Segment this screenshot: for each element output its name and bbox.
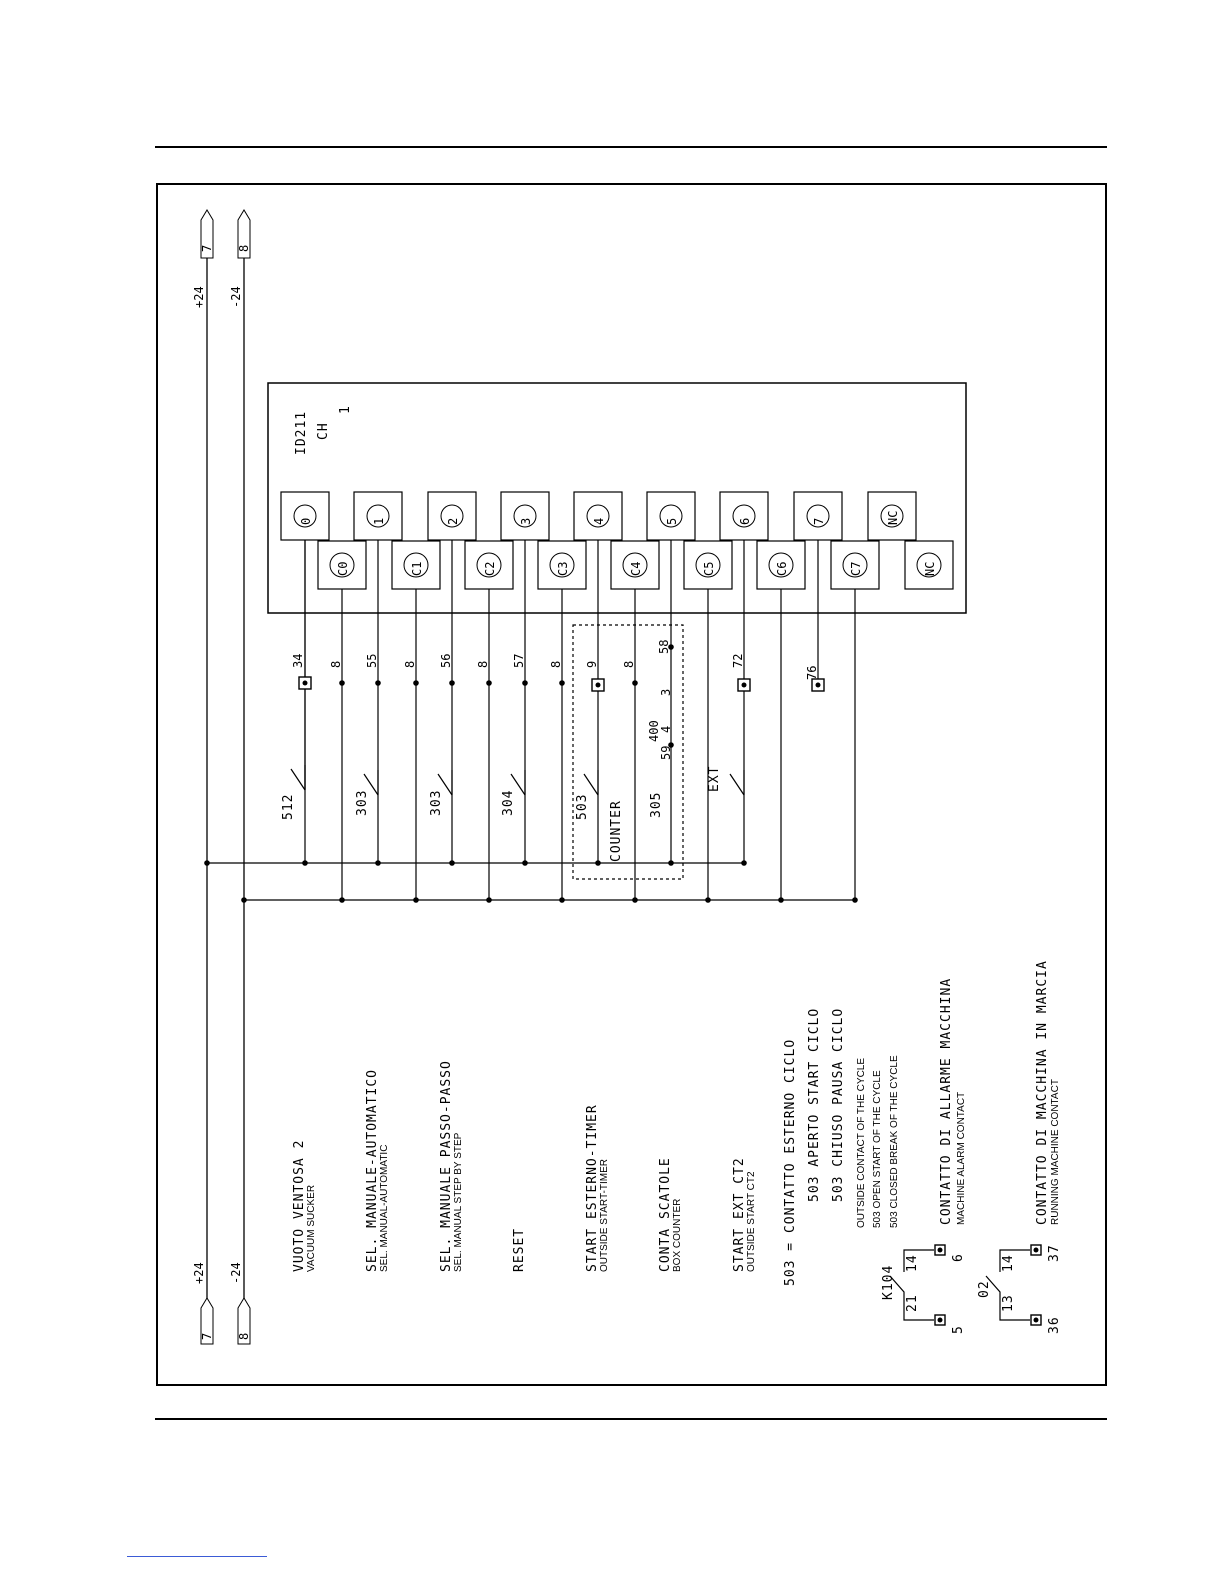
junction-dot [595,860,601,866]
terminal-label-bottom: C3 [556,561,570,576]
contact-pin-b: 14 [905,1254,920,1272]
contact-pin-a: 13 [1001,1294,1016,1312]
counter-pin-4: 4 [659,725,673,733]
wire-number: 56 [439,653,453,668]
junction-dot [486,897,492,903]
junction-dot [375,680,381,686]
contact-term-a: 36 [1047,1316,1062,1334]
terminal-marker-dot [303,681,308,686]
switch-label: 503 [575,793,590,820]
junction-dot [852,897,858,903]
wire-number: 8 [403,660,417,668]
terminal-label-top: 1 [372,517,386,525]
legend-subtitle: BOX COUNTER [672,1198,683,1272]
counter-label: COUNTER [609,800,624,862]
terminal-label-bottom: C7 [849,561,863,576]
junction-dot [522,860,528,866]
wire-number: 8 [329,660,343,668]
legend-title: RESET [512,1227,527,1272]
legend-subtitle: VACUUM SUCKER [306,1184,317,1272]
junction-dot [204,860,210,866]
switch-blade [291,769,305,790]
switch-label: 512 [281,793,296,820]
legend-subtitle: SEL. MANUAL-AUTOMATIC [379,1144,390,1272]
contact-pin-a: 21 [905,1294,920,1312]
terminal-label-bottom: C1 [410,561,424,576]
auxiliary-contacts [881,960,1062,1334]
junction-dot [632,680,638,686]
legend [292,1060,757,1272]
switch-label: 303 [355,789,370,816]
note-sub-3: 503 CLOSED BREAK OF THE CYCLE [889,1055,900,1228]
contact-dot-a [938,1318,943,1323]
wire-number: 55 [365,653,379,668]
switch-label: 304 [501,789,516,816]
switch-label: 303 [429,789,444,816]
counter-coil: 400 [647,720,661,742]
wire-number: 57 [512,653,526,668]
module-ch-label: CH [316,422,331,440]
junction-dot [559,680,565,686]
terminal-box-top [281,492,329,540]
wire-number: 8 [476,660,490,668]
junction-dot [339,897,345,903]
junction-dot [241,897,247,903]
junction-dot [559,897,565,903]
contact-term-b: 37 [1047,1244,1062,1262]
terminal-label-bottom: C0 [336,561,350,576]
switch-label: 305 [649,791,664,818]
note-sub-2: 503 OPEN START OF THE CYCLE [872,1070,883,1228]
junction-dot [375,860,381,866]
wire-number: 9 [585,660,599,668]
counter-pin-3: 3 [659,688,673,696]
neg-label-top: -24 [229,286,243,308]
wire-number: 76 [805,665,819,680]
terminal-label-bottom: C5 [702,561,716,576]
legend-title: CONTA SCATOLE [658,1157,673,1272]
junction-dot [413,680,419,686]
terminal-label-bottom: NC [923,561,937,576]
terminal-label-bottom: C6 [775,561,789,576]
junction-dot [449,860,455,866]
junction-dot [522,680,528,686]
terminal-box-top [647,492,695,540]
terminal-marker-dot [742,683,747,688]
contact-title: CONTATTO DI MACCHINA IN MARCIA [1035,960,1050,1225]
terminal-label-top: 0 [299,517,313,525]
contact-device-label: K104 [881,1264,896,1300]
legend-title: VUOTO VENTOSA 2 [292,1139,307,1272]
junction-dot [778,897,784,903]
wire-number: 58 [657,639,671,654]
module-ch-number: 1 [338,405,353,414]
junction-dot [486,680,492,686]
junction-dot [339,680,345,686]
terminal-box-top [428,492,476,540]
neg-wire-bottom: 8 [237,1332,251,1340]
junction-dot [632,897,638,903]
junction-dot [741,860,747,866]
contact-pin-b: 14 [1001,1254,1016,1272]
switch-blade [584,774,598,795]
contact-dot-b [1034,1248,1039,1253]
contact-dot-b [938,1248,943,1253]
contact-subtitle: MACHINE ALARM CONTACT [956,1091,967,1225]
terminal-marker-dot [816,683,821,688]
switch-blade [730,774,744,795]
wire-number: 34 [291,653,305,668]
terminal-box-top [501,492,549,540]
counter-pin-59: 59 [659,745,673,760]
legend-title: START ESTERNO-TIMER [585,1104,600,1272]
legend-title: SEL. MANUALE-AUTOMATICO [365,1068,380,1272]
terminal-label-top: 7 [812,517,826,525]
contact-dot-a [1034,1318,1039,1323]
legend-subtitle: SEL. MANUAL STEP BY STEP [453,1132,464,1272]
neg-label-bottom: -24 [229,1262,243,1284]
terminal-label-top: NC [886,510,900,525]
wiring-group [204,540,858,903]
terminal-label-top: 2 [446,517,460,525]
switch-label: EXT [707,765,722,792]
pos-wire-bottom: 7 [200,1332,214,1340]
legend-title: SEL. MANUALE PASSO-PASSO [439,1060,454,1272]
note-line-1: 503 = CONTATTO ESTERNO CICLO [783,1038,798,1286]
junction-dot [668,860,674,866]
terminal-label-bottom: C2 [483,561,497,576]
pos-label-top: +24 [192,286,206,308]
contact-term-a: 5 [951,1325,966,1334]
contact-subtitle: RUNNING MACHINE CONTACT [1050,1079,1061,1225]
junction-dot [705,897,711,903]
legend-subtitle: OUTSIDE START CT2 [746,1171,757,1272]
contact-title: CONTATTO DI ALLARME MACCHINA [939,977,954,1225]
junction-dot [413,897,419,903]
contact-device-label: 02 [977,1280,992,1298]
junction-dot [449,680,455,686]
module-name: ID211 [294,410,309,455]
terminal-strip [281,492,953,589]
terminal-label-top: 3 [519,517,533,525]
note-sub-1: OUTSIDE CONTACT OF THE CYCLE [856,1057,867,1228]
terminal-label-top: 4 [592,517,606,525]
terminal-box-top [720,492,768,540]
legend-title: START EXT CT2 [732,1157,747,1272]
pos-wire-top: 7 [200,244,214,252]
terminal-label-top: 5 [665,517,679,525]
wire-number: 72 [731,653,745,668]
note-line-2: 503 APERTO START CICLO [807,1007,822,1202]
terminal-label-top: 6 [738,517,752,525]
terminal-box-top [574,492,622,540]
neg-wire-top: 8 [237,244,251,252]
terminal-box-top [794,492,842,540]
contact-term-b: 6 [951,1253,966,1262]
junction-dot [302,860,308,866]
note-line-3: 503 CHIUSO PAUSA CICLO [831,1007,846,1202]
legend-subtitle: OUTSIDE START-TIMER [599,1159,610,1272]
pos-label-bottom: +24 [192,1262,206,1284]
wire-number: 8 [549,660,563,668]
terminal-label-bottom: C4 [629,561,643,576]
wire-number: 8 [622,660,636,668]
terminal-box-top [354,492,402,540]
terminal-marker-dot [596,683,601,688]
